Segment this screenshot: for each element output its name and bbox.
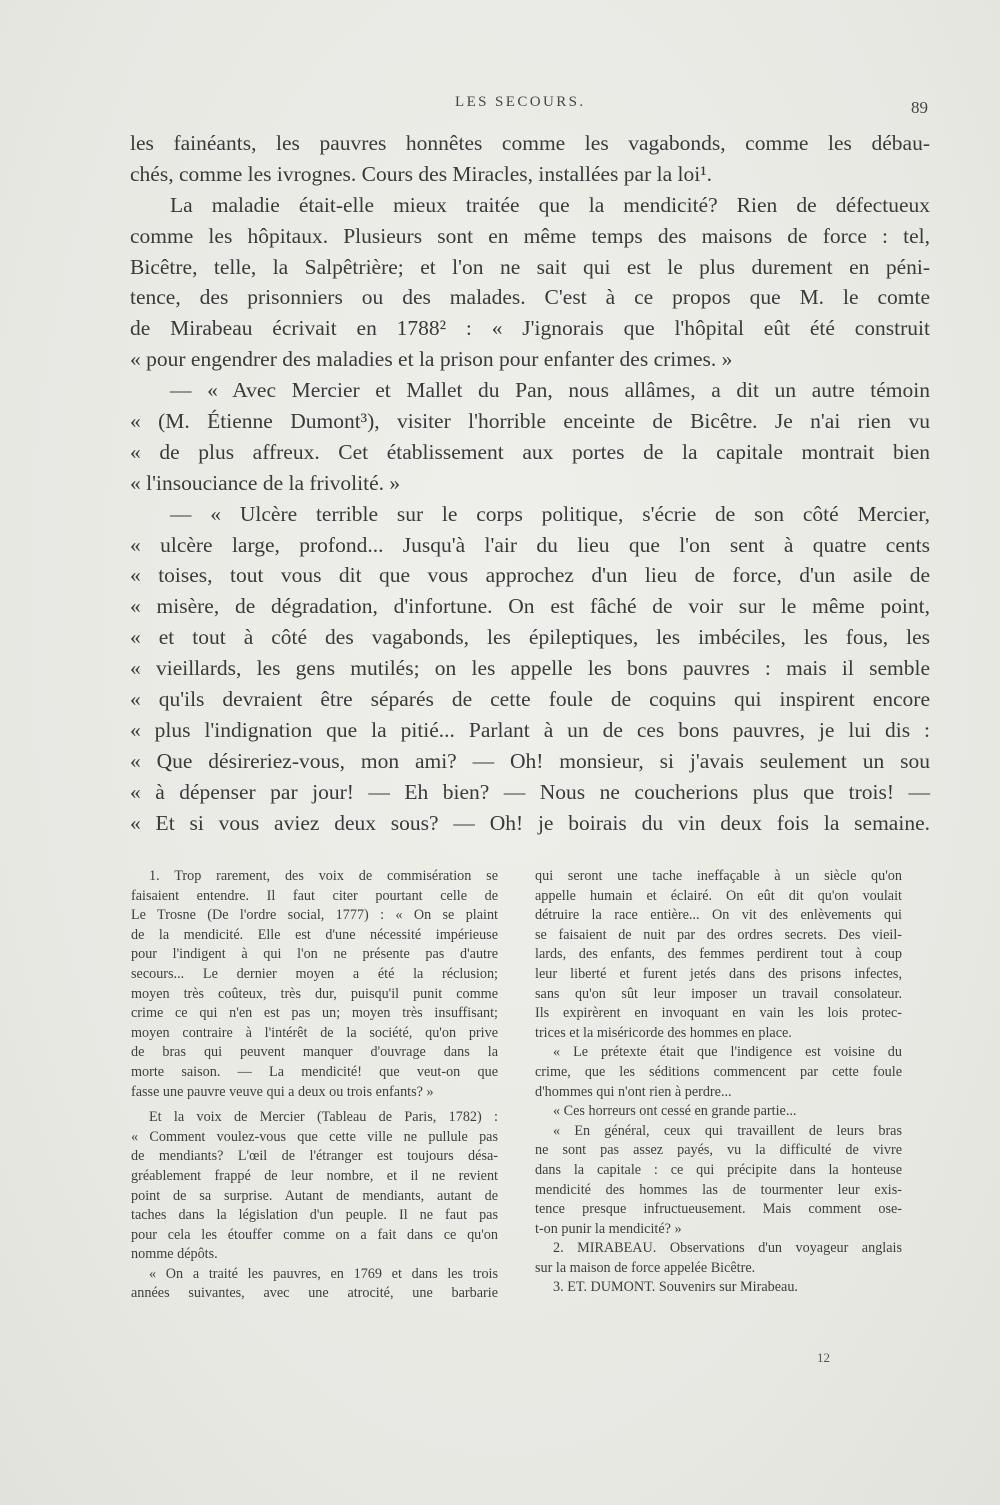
body-text-line: « pour engendrer des maladies et la prison pour enfanter des crimes. » [130,347,733,372]
footnote-line: « Ces horreurs ont cessé en grande partie... [553,1103,797,1120]
footnote-line: sans qu'on sût leur imposer un travail consolateur. [535,985,902,1002]
footnote-line: crime ce qui n'en est pas un; moyen très insuffisant; [131,1005,498,1022]
body-text-line: « (M. Étienne Dumont³), visiter l'horrible enceinte de Bicêtre. Je n'ai rien vu [130,409,930,434]
footnote-line: morte saison. — La mendicité! que veut-on que [131,1063,498,1080]
footnote-line: nomme dépôts. [131,1246,218,1263]
footnote-line: de la mendicité. Elle est d'une nécessité impérieuse [131,926,498,943]
footnote-line: ne sont pas assez payés, vu la difficulté de vivre [535,1142,902,1159]
body-text-line: — « Ulcère terrible sur le corps politique, s'écrie de son côté Mercier, [170,501,930,526]
footnote-line: qui seront une tache ineffaçable à un siècle qu'on [535,868,902,884]
body-text-line: « Que désireriez-vous, mon ami? — Oh! monsieur, si j'avais seulement un sou [130,748,930,773]
body-text-line: « de plus affreux. Cet établissement aux portes de la capitale montrait bien [130,439,930,464]
footnote-line: Le Trosne (De l'ordre social, 1777) : « On se plaint [131,907,498,924]
body-text-line: chés, comme les ivrognes. Cours des Miracles, installées par la loi¹. [130,161,713,186]
body-text-line: « ulcère large, profond... Jusqu'à l'air du lieu que l'on sent à quatre cents [130,532,930,557]
body-text-line: « toises, tout vous dit que vous approchez d'un lieu de force, d'un asile de [130,563,930,588]
body-text-line: « l'insouciance de la frivolité. » [130,470,401,495]
footnote-line: Et la voix de Mercier (Tableau de Paris, 1782) : [149,1109,498,1126]
footnote-line: t-on punir la mendicité? » [535,1220,682,1237]
footnote-line: crime, que les séditions commencent par cette foule [535,1063,902,1080]
body-text-line: les fainéants, les pauvres honnêtes comme les vagabonds, comme les débau- [130,131,930,155]
footnote-line: gréablement frappé de leur nombre, et il ne revient [131,1167,498,1184]
footnote-line: fasse une pauvre veuve qui a deux ou trois enfants? » [131,1083,434,1100]
footnote-line: moyen contraire à l'intérêt de la société, qu'on prive [131,1024,498,1041]
footnote-line: 1. Trop rarement, des voix de commisération se [149,868,498,884]
footnote-line: de bras qui peuvent manquer d'ouvrage dans la [131,1044,498,1061]
footnote-line: dans la capitale : ce qui précipite dans la honteuse [535,1161,902,1178]
footnote-line: appelle humain et éclairé. On eût dit qu'on voulait [535,887,902,904]
footnote-line: « Le prétexte était que l'indigence est voisine du [553,1044,902,1061]
footnote-line: moyen très coûteux, très dur, puisqu'il punit comme [131,985,498,1002]
footnote-line: leur liberté et furent jetés dans des prisons infectes, [535,965,902,982]
footnote-line: trices et la miséricorde des hommes en place. [535,1024,792,1041]
body-text-line: de Mirabeau écrivait en 1788² : « J'ignorais que l'hôpital eût été construit [130,316,930,341]
main-body-text [130,128,930,838]
footnote-line: Ils expirèrent en invoquant en vain les lois protec- [535,1005,902,1022]
footnote-line: mendicité des hommes las de tourmenter leur exis- [535,1181,902,1198]
footnote-line: pour l'indigent à qui l'on ne présente pas d'autre [131,946,498,963]
body-text-line: « vieillards, les gens mutilés; on les appelle les bons pauvres : mais il semble [130,656,930,681]
body-text-line: La maladie était-elle mieux traitée que la mendicité? Rien de défectueux [170,192,930,217]
footnote-line: se faisaient de nuit par des ordres secrets. Des vieil- [535,926,902,943]
signature-mark: 12 [817,1350,830,1365]
footnote-line: détruire la race entière... On vit des enlèvements qui [535,907,902,924]
footnotes-right-column [535,867,902,1298]
footnotes-left-column [131,867,498,1304]
footnote-line: 2. MIRABEAU. Observations d'un voyageur anglais [553,1240,902,1257]
footnote-line: « On a traité les pauvres, en 1769 et dans les trois [149,1265,498,1282]
body-text-line: « à dépenser par jour! — Eh bien? — Nous ne coucherions plus que trois! — [130,779,930,804]
footnote-line: de mendiants? L'œil de l'étranger est toujours désa- [131,1148,498,1165]
body-text-line: « misère, de dégradation, d'infortune. On est fâché de voir sur le même point, [130,594,930,619]
body-text-line: tence, des prisonniers ou des malades. C'est à ce propos que M. le comte [130,285,930,310]
body-text-line: comme les hôpitaux. Plusieurs sont en même temps des maisons de force : tel, [130,223,930,248]
footnote-line: pour cela les étouffer comme on a fait dans ce qu'on [131,1226,498,1243]
footnote-line: d'hommes qui n'ont rien à perdre... [535,1083,732,1100]
body-text-line: « qu'ils devraient être séparés de cette foule de coquins qui inspirent encore [130,687,930,712]
footnote-line: « En général, ceux qui travaillent de leurs bras [553,1122,902,1139]
body-text-line: « plus l'indignation que la pitié... Parlant à un de ces bons pauvres, je lui dis : [130,717,930,742]
body-text-line: Bicêtre, telle, la Salpêtrière; et l'on ne sait qui est le plus durement en péni- [130,254,930,279]
body-text-line: — « Avec Mercier et Mallet du Pan, nous allâmes, a dit un autre témoin [170,378,930,403]
footnote-line: sur la maison de force appelée Bicêtre. [535,1259,756,1276]
footnote-line: taches dans la législation d'un peuple. Il ne faut pas [131,1207,498,1224]
running-title: LES SECOURS. [455,94,586,110]
footnote-line: lards, des enfants, des femmes perdirent tout à coup [535,946,902,963]
footnote-line: secours... Le dernier moyen a été la réclusion; [131,965,498,982]
footnote-line: faisaient entendre. Il faut citer pourtant celle de [131,887,498,904]
footnote-line: point de sa surprise. Autant de mendiants, autant de [131,1187,498,1204]
footnote-line: tence presque infructueusement. Mais comment ose- [535,1201,902,1218]
footnote-line: 3. ET. DUMONT. Souvenirs sur Mirabeau. [553,1279,798,1296]
body-text-line: « Et si vous aviez deux sous? — Oh! je boirais du vin deux fois la semaine. [130,810,930,835]
footnote-line: « Comment voulez-vous que cette ville ne pullule pas [131,1128,498,1145]
page-number: 89 [911,98,928,117]
footnote-line: années suivantes, avec une atrocité, une barbarie [131,1285,498,1302]
body-text-line: « et tout à côté des vagabonds, les épileptiques, les imbéciles, les fous, les [130,625,930,650]
